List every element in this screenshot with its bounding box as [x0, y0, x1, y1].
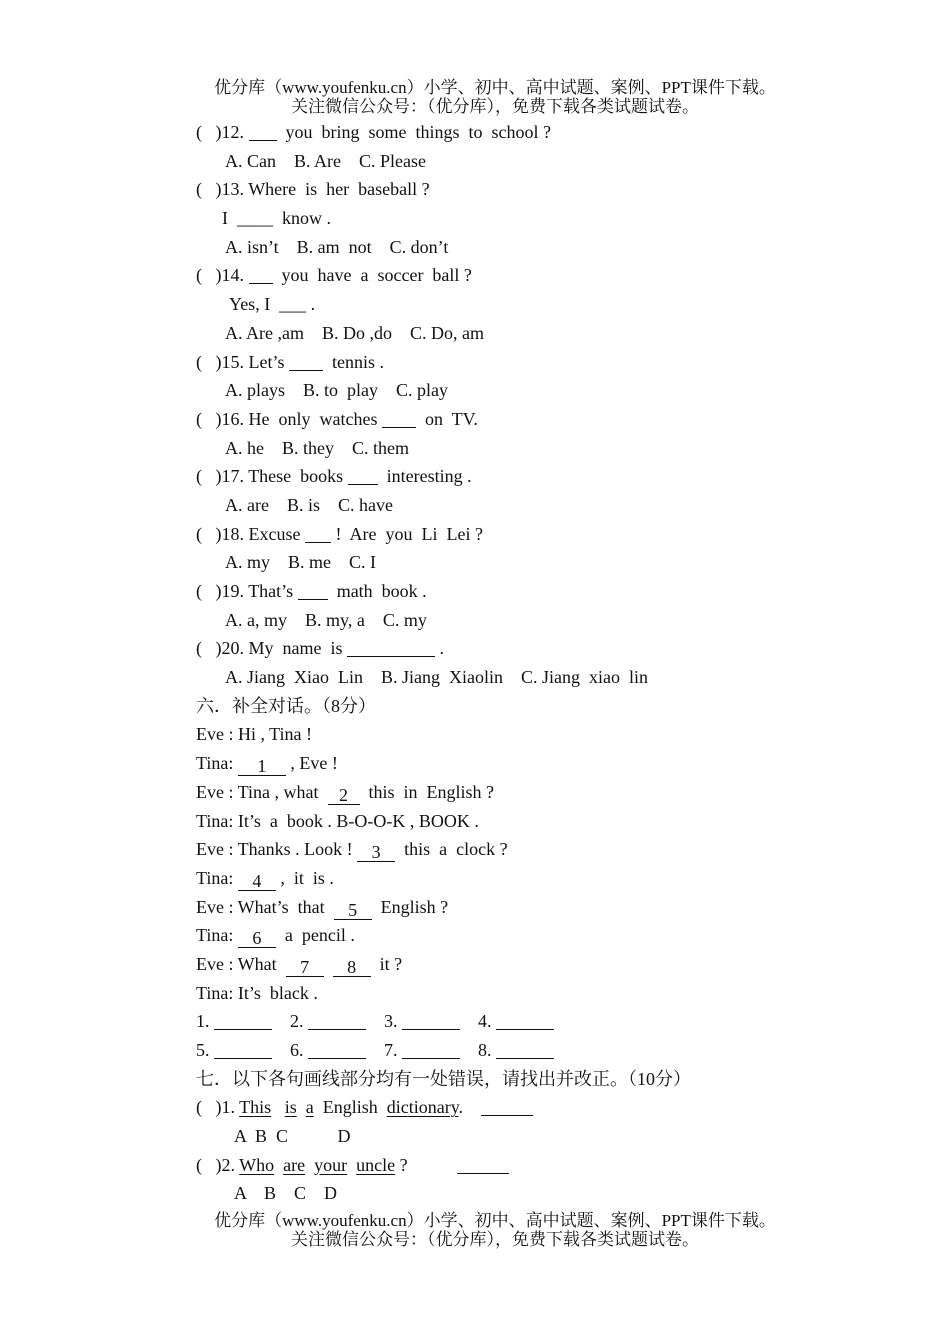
answer-blank — [308, 1011, 366, 1030]
answer-blank — [496, 1040, 554, 1059]
question-16-options: A. he B. they C. them — [225, 437, 409, 458]
correction-blank — [457, 1155, 509, 1174]
error-question-1: ( )1. This is a English dictionary. — [196, 1093, 896, 1122]
error-question-2: ( )2. Who are your uncle ? — [196, 1151, 896, 1180]
dialog-blank-8: 8 — [333, 958, 371, 977]
underlined-word-b: is — [284, 1097, 297, 1118]
question-13: ( )13. Where is her baseball ? — [196, 179, 430, 200]
underlined-word-a: Who — [239, 1154, 275, 1175]
section-7-title: 七．以下各句画线部分均有一处错误，请找出并改正。（10分） — [196, 1068, 691, 1089]
underlined-word-c: a — [305, 1097, 314, 1118]
dialog-blank-3: 3 — [357, 843, 395, 862]
dialog-blank-7: 7 — [286, 958, 324, 977]
dialog-line-9: Eve : What 7 8 it ? — [196, 953, 403, 977]
dialog-line-7: Eve : What’s that 5 English ? — [196, 896, 449, 920]
error-question-1-letters: A B C D — [234, 1126, 351, 1147]
dialog-line-5: Eve : Thanks . Look ! 3 this a clock ? — [196, 839, 508, 863]
correction-blank — [481, 1097, 533, 1116]
dialog-blank-6: 6 — [238, 929, 276, 948]
question-12: ( )12. you bring some things to school ? — [196, 122, 551, 142]
answer-row-2: 5. 6. 7. 8. — [196, 1036, 896, 1065]
question-14-sub: Yes, I ___ . — [229, 294, 316, 315]
dialog-blank-4: 4 — [238, 872, 276, 891]
question-14: ( )14. you have a soccer ball ? — [196, 265, 472, 286]
question-16: ( )16. He only watches on TV. — [196, 408, 478, 429]
question-12-options: A. Can B. Are C. Please — [225, 150, 426, 171]
blank — [289, 352, 323, 371]
dialog-line-8: Tina: 6 a pencil . — [196, 925, 355, 949]
dialog-line-10: Tina: It’s black . — [196, 982, 318, 1003]
dialog-line-2: Tina: 1 , Eve ! — [196, 753, 338, 777]
underlined-word-a: This — [239, 1097, 272, 1118]
underlined-word-c: your — [314, 1154, 348, 1175]
question-17-options: A. are B. is C. have — [225, 494, 393, 515]
page-header — [0, 78, 950, 116]
question-13-sub: I ____ know . — [222, 208, 331, 229]
question-14-options: A. Are ,am B. Do ,do C. Do, am — [225, 322, 484, 343]
footer-line-1: 优分库（www.youfenku.cn）小学、初中、高中试题、案例、PPT课件下载。 — [214, 1211, 776, 1230]
question-17: ( )17. These books interesting . — [196, 466, 472, 487]
answer-blank — [308, 1040, 366, 1059]
blank — [348, 466, 378, 485]
answer-blank — [214, 1011, 272, 1030]
question-18: ( )18. Excuse ! Are you Li Lei ? — [196, 523, 483, 544]
question-20: ( )20. My name is . — [196, 638, 444, 659]
header-line-2: 关注微信公众号：（优分库），免费下载各类试题试卷。 — [291, 97, 699, 116]
question-15: ( )15. Let’s tennis . — [196, 351, 384, 372]
blank — [305, 524, 331, 543]
dialog-line-4: Tina: It’s a book . B-O-O-K , BOOK . — [196, 810, 479, 831]
blank — [382, 409, 416, 428]
blank — [298, 581, 328, 600]
question-20-options: A. Jiang Xiao Lin B. Jiang Xiaolin C. Jiang xiao lin — [225, 667, 648, 688]
section-6-title: 六．补全对话。（8分） — [196, 695, 376, 716]
question-15-options: A. plays B. to play C. play — [225, 380, 448, 401]
page-footer — [0, 1211, 950, 1249]
question-18-options: A. my B. me C. I — [225, 552, 376, 573]
underlined-word-d: uncle — [356, 1154, 396, 1175]
answer-blank — [496, 1011, 554, 1030]
answer-blank — [214, 1040, 272, 1059]
answer-row-1: 1. 2. 3. 4. — [196, 1007, 896, 1036]
header-line-1: 优分库（www.youfenku.cn）小学、初中、高中试题、案例、PPT课件下载。 — [214, 78, 776, 97]
dialog-line-3: Eve : Tina , what 2 this in English ? — [196, 781, 495, 805]
footer-line-2: 关注微信公众号：（优分库），免费下载各类试题试卷。 — [291, 1230, 699, 1249]
dialog-blank-5: 5 — [334, 901, 372, 920]
dialog-line-6: Tina: 4 , it is . — [196, 867, 334, 891]
dialog-blank-1: 1 — [238, 757, 286, 776]
blank — [249, 265, 273, 284]
error-question-2-letters: A B C D — [234, 1183, 338, 1204]
exam-content — [196, 118, 896, 1208]
answer-blank — [402, 1040, 460, 1059]
underlined-word-d: dictionary — [386, 1097, 459, 1118]
answer-blank — [402, 1011, 460, 1030]
question-19-options: A. a, my B. my, a C. my — [225, 609, 427, 630]
underlined-word-b: are — [283, 1154, 306, 1175]
blank — [249, 122, 277, 141]
dialog-blank-2: 2 — [328, 786, 360, 805]
question-13-options: A. isn’t B. am not C. don’t — [225, 236, 449, 257]
blank — [347, 638, 435, 657]
dialog-line-1: Eve : Hi , Tina ! — [196, 724, 313, 745]
question-19: ( )19. That’s math book . — [196, 581, 427, 601]
